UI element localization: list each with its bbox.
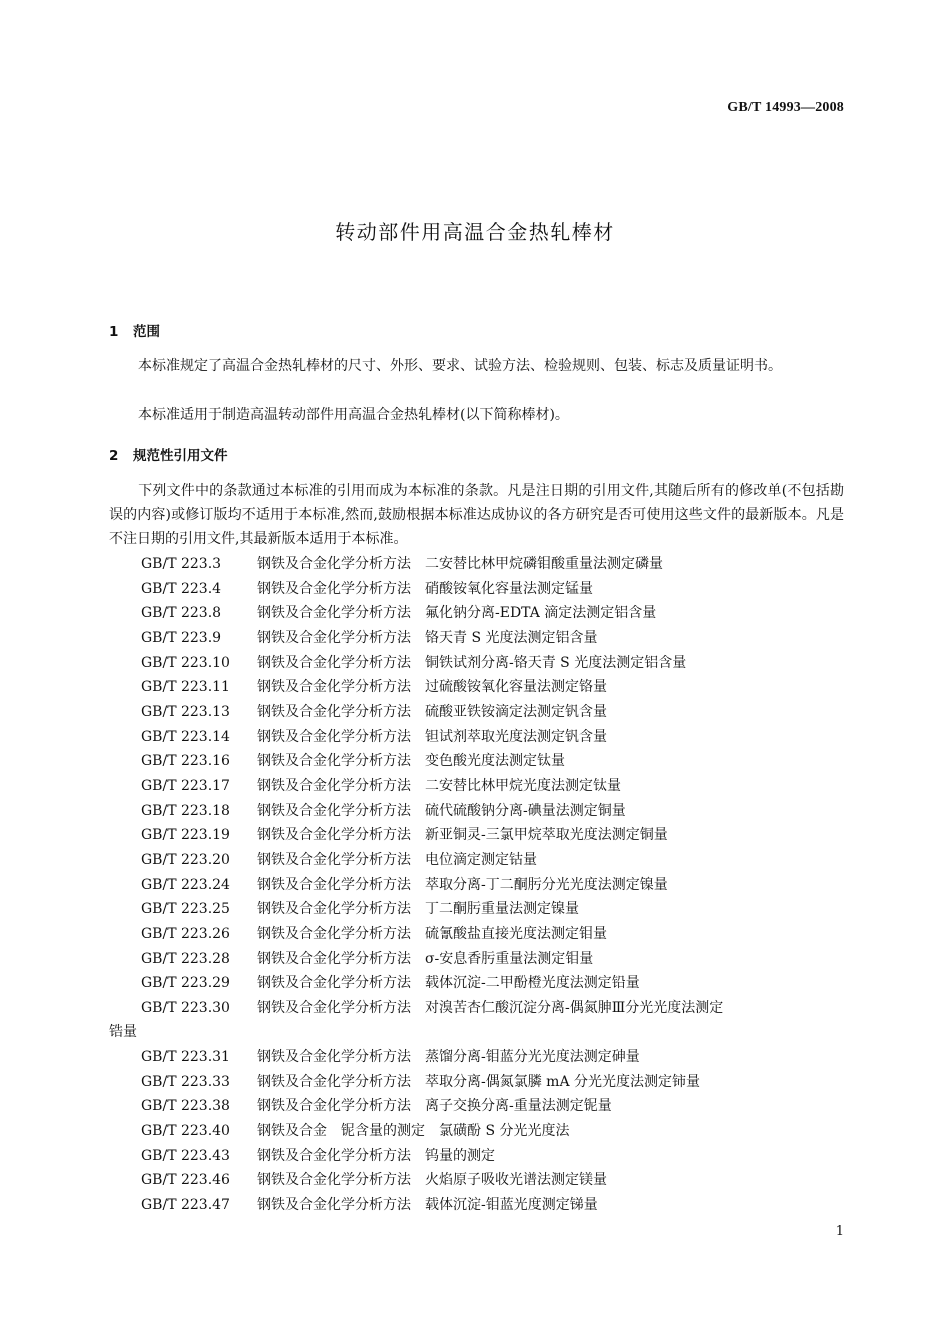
section-2-number: 2 xyxy=(109,448,119,464)
reference-item xyxy=(109,700,844,725)
reference-item xyxy=(109,1144,844,1169)
reference-item xyxy=(109,774,844,799)
reference-item xyxy=(109,725,844,750)
reference-title: 钢铁及合金化学分析方法 离子交换分离-重量法测定铌量 xyxy=(257,1098,612,1115)
reference-item xyxy=(109,873,844,898)
reference-code: GB/T 223.18 xyxy=(141,802,230,819)
reference-title: 钢铁及合金化学分析方法 萃取分离-偶氮氯膦 mA 分光光度法测定铈量 xyxy=(257,1073,701,1090)
reference-title: 钢铁及合金化学分析方法 火焰原子吸收光谱法测定镁量 xyxy=(257,1172,607,1189)
reference-code: GB/T 223.29 xyxy=(141,975,230,992)
reference-item xyxy=(109,577,844,602)
reference-item xyxy=(109,897,844,922)
references-intro-paragraph xyxy=(109,479,844,551)
standard-number: GB/T 14993—2008 xyxy=(727,100,844,115)
reference-code: GB/T 223.20 xyxy=(141,851,230,868)
reference-title: 钢铁及合金化学分析方法 载体沉淀-钼蓝光度测定锑量 xyxy=(257,1197,598,1214)
scope-paragraph-1-text: 本标准规定了高温合金热轧棒材的尺寸、外形、要求、试验方法、检验规则、包装、标志及质量证明书。 xyxy=(138,358,782,374)
scope-paragraph-2 xyxy=(109,403,844,427)
reference-title: 钢铁及合金化学分析方法 硫代硫酸钠分离-碘量法测定铜量 xyxy=(257,802,626,819)
reference-item xyxy=(109,675,844,700)
reference-title: 钢铁及合金化学分析方法 新亚铜灵-三氯甲烷萃取光度法测定铜量 xyxy=(257,827,668,844)
reference-code: GB/T 223.30 xyxy=(141,999,230,1016)
normative-references-list xyxy=(109,552,844,1218)
reference-title: 钢铁及合金化学分析方法 硫酸亚铁铵滴定法测定钒含量 xyxy=(257,703,607,720)
reference-code: GB/T 223.8 xyxy=(141,605,222,622)
reference-code: GB/T 223.25 xyxy=(141,901,230,918)
reference-item xyxy=(109,823,844,848)
reference-title: 钢铁及合金化学分析方法 钨量的测定 xyxy=(257,1147,495,1164)
reference-title: 钢铁及合金化学分析方法 蒸馏分离-钼蓝分光光度法测定砷量 xyxy=(257,1049,640,1066)
reference-title: 钢铁及合金化学分析方法 二安替比林甲烷光度法测定钛量 xyxy=(257,777,621,794)
scope-paragraph-2-text: 本标准适用于制造高温转动部件用高温合金热轧棒材(以下简称棒材)。 xyxy=(138,407,569,423)
reference-title: 钢铁及合金化学分析方法 萃取分离-丁二酮肟分光光度法测定镍量 xyxy=(257,876,668,893)
reference-code: GB/T 223.26 xyxy=(141,925,230,942)
reference-item xyxy=(109,971,844,996)
reference-title: 钢铁及合金 铌含量的测定 氯磺酚 S 分光光度法 xyxy=(257,1123,570,1140)
reference-item xyxy=(109,1193,844,1218)
section-2-heading xyxy=(109,444,228,464)
scope-paragraph-1 xyxy=(109,354,844,378)
references-intro-text: 下列文件中的条款通过本标准的引用而成为本标准的条款。凡是注日期的引用文件,其随后所有的修改单(不包括勘误的内容)或修订版均不适用于本标准,然而,鼓励根据本标准达成协议的各方研究是否可使用这些文件的最新版本。凡是不注日期的引用文件,其最新版本适用于本标准。 xyxy=(109,483,844,547)
reference-item xyxy=(109,651,844,676)
reference-code: GB/T 223.9 xyxy=(141,629,222,646)
reference-item xyxy=(109,848,844,873)
section-1-number: 1 xyxy=(109,324,119,340)
section-1-title: 范围 xyxy=(133,324,160,340)
reference-title: 钢铁及合金化学分析方法 钽试剂萃取光度法测定钒含量 xyxy=(257,728,607,745)
reference-item xyxy=(109,947,844,972)
reference-title: 钢铁及合金化学分析方法 变色酸光度法测定钛量 xyxy=(257,753,565,770)
reference-code: GB/T 223.11 xyxy=(141,679,230,696)
reference-code: GB/T 223.38 xyxy=(141,1098,230,1115)
reference-code: GB/T 223.16 xyxy=(141,753,230,770)
reference-code: GB/T 223.19 xyxy=(141,827,230,844)
reference-code: GB/T 223.14 xyxy=(141,728,230,745)
reference-item xyxy=(109,552,844,577)
section-1-heading xyxy=(109,320,160,340)
reference-title: 钢铁及合金化学分析方法 硫氰酸盐直接光度法测定钼量 xyxy=(257,925,607,942)
reference-title-continuation: 锆量 xyxy=(109,1024,137,1041)
reference-title: 钢铁及合金化学分析方法 铬天青 S 光度法测定铝含量 xyxy=(257,629,598,646)
reference-item xyxy=(109,601,844,626)
reference-code: GB/T 223.17 xyxy=(141,777,230,794)
reference-code: GB/T 223.24 xyxy=(141,876,230,893)
reference-item xyxy=(109,1045,844,1070)
reference-item xyxy=(109,799,844,824)
reference-code: GB/T 223.4 xyxy=(141,580,222,597)
reference-item xyxy=(109,1070,844,1095)
page-number: 1 xyxy=(835,1224,844,1239)
reference-title: 钢铁及合金化学分析方法 对溴苦杏仁酸沉淀分离-偶氮胂Ⅲ分光光度法测定 xyxy=(257,999,724,1016)
reference-code: GB/T 223.28 xyxy=(141,950,230,967)
reference-title: 钢铁及合金化学分析方法 载体沉淀-二甲酚橙光度法测定铅量 xyxy=(257,975,640,992)
reference-item xyxy=(109,749,844,774)
reference-item xyxy=(109,1119,844,1144)
section-2-title: 规范性引用文件 xyxy=(133,448,228,464)
reference-title: 钢铁及合金化学分析方法 丁二酮肟重量法测定镍量 xyxy=(257,901,579,918)
reference-code: GB/T 223.47 xyxy=(141,1197,230,1214)
reference-code: GB/T 223.13 xyxy=(141,703,230,720)
reference-title: 钢铁及合金化学分析方法 硝酸铵氧化容量法测定锰量 xyxy=(257,580,593,597)
reference-title: 钢铁及合金化学分析方法 σ-安息香肟重量法测定钼量 xyxy=(257,950,594,967)
reference-code: GB/T 223.3 xyxy=(141,556,222,572)
reference-code: GB/T 223.46 xyxy=(141,1172,230,1189)
reference-item xyxy=(109,922,844,947)
document-title: 转动部件用高温合金热轧棒材 xyxy=(335,220,615,244)
reference-item xyxy=(109,996,844,1045)
reference-title: 钢铁及合金化学分析方法 氟化钠分离-EDTA 滴定法测定铝含量 xyxy=(257,605,657,622)
reference-title: 钢铁及合金化学分析方法 二安替比林甲烷磷钼酸重量法测定磷量 xyxy=(257,556,663,572)
reference-code: GB/T 223.33 xyxy=(141,1073,230,1090)
reference-title: 钢铁及合金化学分析方法 电位滴定测定钴量 xyxy=(257,851,537,868)
reference-item xyxy=(109,1094,844,1119)
reference-code: GB/T 223.40 xyxy=(141,1123,230,1140)
reference-item xyxy=(109,1168,844,1193)
reference-title: 钢铁及合金化学分析方法 过硫酸铵氧化容量法测定铬量 xyxy=(257,679,607,696)
reference-title: 钢铁及合金化学分析方法 铜铁试剂分离-铬天青 S 光度法测定铝含量 xyxy=(257,654,687,671)
reference-code: GB/T 223.31 xyxy=(141,1049,230,1066)
reference-code: GB/T 223.10 xyxy=(141,654,230,671)
reference-code: GB/T 223.43 xyxy=(141,1147,230,1164)
reference-item xyxy=(109,626,844,651)
